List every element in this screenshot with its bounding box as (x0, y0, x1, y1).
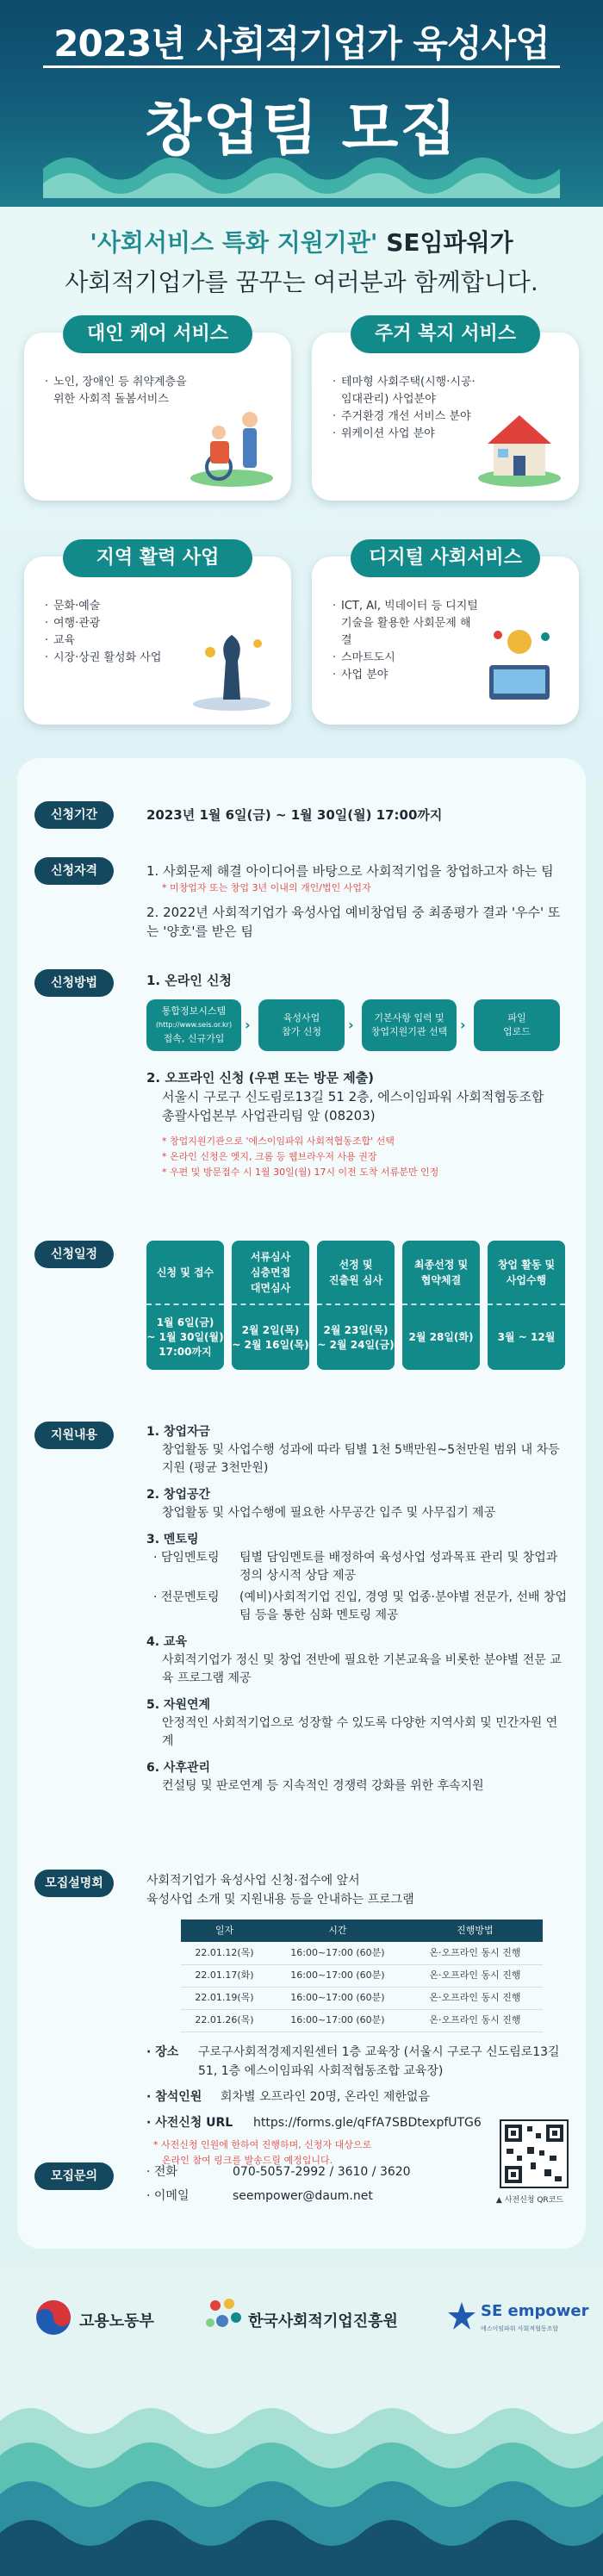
intro-line1-rest: SE임파워가 (377, 228, 513, 257)
briefing-url: · 사전신청 URL https://forms.gle/qFfA7SBDtexpfUTG6 (146, 2113, 569, 2132)
info-panel (17, 758, 586, 2249)
schedule-step: 서류심사 심층면접 대면심사 2월 2일(목) ~ 2월 16일(목) (232, 1241, 309, 1370)
table-header-row (181, 1920, 543, 1942)
table-header: 진행방법 (407, 1920, 543, 1942)
support-item-title: 6. 사후관리 (146, 1761, 211, 1775)
support-item-title: 4. 교육 (146, 1635, 187, 1649)
offline-address-line2: 총괄사업본부 사업관리팀 앞 (08203) (162, 1108, 376, 1123)
schedule-step: 창업 활동 및 사업수행 3월 ~ 12월 (488, 1241, 565, 1370)
service-item: · 위케이션 사업 분야 (333, 426, 479, 443)
mentoring-homeroom: · 담임멘토링 팀별 담임멘토를 배정하여 육성사업 성과목표 관리 및 창업과정의 상시적 상담 제공 (153, 1551, 558, 1583)
art-sculpture-icon (184, 618, 279, 712)
service-card-label: 주거 복지 서비스 (351, 315, 540, 353)
service-card-label: 디지털 사회서비스 (351, 539, 540, 577)
support-item-title: 5. 자원연계 (146, 1698, 211, 1712)
logo-kosea: 한국사회적기업진흥원 (248, 2312, 398, 2330)
eligibility-item2: 2. 2022년 사회적기업가 육성사업 예비창업팀 중 최종평가 결과 '우수' 또는 '양호'를 받은 팀 (146, 905, 561, 939)
briefing-intro1: 사회적기업가 육성사업 신청·접수에 앞서 (146, 1874, 360, 1888)
online-title: 1. 온라인 신청 (146, 973, 233, 988)
eligibility-note: * 미창업자 또는 창업 3년 이내의 개인/법인 사업자 (162, 882, 371, 893)
table-row: 22.01.17(화) 16:00~17:00 (60분) 온·오프라인 동시 진행 (181, 1964, 543, 1987)
service-card-digital (312, 547, 579, 725)
table-row: 22.01.19(목) 16:00~17:00 (60분) 온·오프라인 동시 진행 (181, 1987, 543, 2009)
period-text: 2023년 1월 6일(금) ~ 1월 30일(월) 17:00까지 (146, 807, 443, 823)
support-item-body: 안정적인 사회적기업으로 성장할 수 있도록 다양한 지역사회 및 민간자원 연계 (162, 1716, 558, 1748)
method-pill: 신청방법 (34, 969, 114, 997)
briefing-note2: 온라인 참여 링크를 발송드릴 예정입니다. (162, 2154, 333, 2166)
table-row: 22.01.26(목) 16:00~17:00 (60분) 온·오프라인 동시 진행 (181, 2009, 543, 2032)
registration-link[interactable]: https://forms.gle/qFfA7SBDtexpfUTG6 (253, 2115, 482, 2130)
service-item: · 노인, 장애인 등 취약계층을 위한 사회적 돌봄서비스 (45, 374, 191, 408)
online-flow (146, 999, 569, 1055)
contact-content (146, 2162, 474, 2206)
service-card-housing (312, 323, 579, 501)
service-item: · ICT, AI, 빅데이터 등 디지털 기술을 활용한 사회문제 해결 (333, 598, 479, 650)
eligibility-pill: 신청자격 (34, 857, 114, 885)
page-title-line1: 2023년 사회적기업가 육성사업 (53, 22, 550, 65)
service-item: · 주거환경 개선 서비스 분야 (333, 408, 479, 426)
flow-step: 기본사항 입력 및 창업지원기관 선택 (362, 999, 457, 1051)
service-item: · 문화·예술 (45, 598, 191, 615)
footer-wave-decoration (0, 2369, 603, 2576)
service-item: · 사업 분야 (333, 667, 479, 684)
logo-ministry: 고용노동부 (79, 2312, 154, 2330)
schedule-steps (146, 1241, 569, 1370)
service-item: · 스마트도시 (333, 650, 479, 667)
service-card-label: 대인 케어 서비스 (63, 315, 252, 353)
schedule-step: 신청 및 접수 1월 6일(금) ~ 1월 30일(월) 17:00까지 (146, 1241, 224, 1370)
flow-arrow: › (245, 1017, 251, 1033)
header-banner (0, 0, 603, 207)
wheelchair-care-icon (184, 394, 279, 488)
service-card-region (24, 547, 291, 725)
briefing-place: · 장소 구로구사회적경제지원센터 1층 교육장 (서울시 구로구 신도림로13길 51, 1층 에스이임파워 사회적협동조합 교육장) (146, 2044, 560, 2078)
flow-arrow: › (348, 1017, 354, 1033)
intro-highlight: '사회서비스 특화 지원기관' (90, 228, 378, 257)
logo-se-empower: SE empower (481, 2302, 589, 2320)
schedule-step: 선정 및 진출원 심사 2월 23일(목) ~ 2월 24일(금) (317, 1241, 395, 1370)
service-item: · 여행·관광 (45, 615, 191, 632)
ministry-emblem-icon (34, 2299, 72, 2336)
service-card-label: 지역 활력 사업 (63, 539, 252, 577)
qr-caption: ▲ 사전신청 QR코드 (495, 2196, 564, 2205)
service-cards (0, 307, 603, 781)
support-item-body: 창업활동 및 사업수행 성과에 따라 팀별 1천 5백만원~5천만원 범위 내 차등 지원 (평균 3천만원) (162, 1443, 560, 1475)
footer (0, 2266, 603, 2576)
table-row: 22.01.12(목) 16:00~17:00 (60분) 온·오프라인 동시 진행 (181, 1942, 543, 1964)
schedule-pill: 신청일정 (34, 1241, 114, 1268)
support-pill: 지원내용 (34, 1422, 114, 1449)
sponsor-logos (0, 2283, 603, 2361)
support-item-title: 1. 창업자금 (146, 1425, 211, 1439)
briefing-note1: * 사전신청 인원에 한하여 진행하며, 신청자 대상으로 (153, 2138, 372, 2150)
page-title-line2: 창업팀 모집 (144, 96, 459, 164)
support-content (146, 1423, 569, 1795)
eligibility-content (146, 862, 569, 941)
house-icon (472, 394, 567, 488)
title-divider (43, 65, 560, 68)
service-item: · 교육 (45, 632, 191, 650)
method-note: * 창업지원기관으로 '에스이임파워 사회적협동조합' 선택 (162, 1136, 395, 1147)
method-note: * 우편 및 방문접수 시 1월 30일(월) 17시 이전 도착 서류분만 인정 (162, 1167, 439, 1178)
offline-block (146, 1068, 569, 1180)
service-item: · 테마형 사회주택(시행·시공·임대관리) 사업분야 (333, 374, 479, 408)
qr-code-icon[interactable] (500, 2119, 569, 2188)
logo-se-empower-sub: 에스이임파워 사회적협동조합 (481, 2325, 559, 2332)
support-item-title: 2. 창업공간 (146, 1488, 211, 1502)
flow-step: 육성사업 참가 신청 (258, 999, 345, 1051)
eligibility-item1: 1. 사회문제 해결 아이디어를 바탕으로 사회적기업을 창업하고자 하는 팀 (146, 863, 554, 879)
schedule-step: 최종선정 및 협약체결 2월 28일(화) (402, 1241, 480, 1370)
contact-pill: 모집문의 (34, 2162, 114, 2190)
offline-address-line1: 서울시 구로구 신도림로13길 51 2층, 에스이임파워 사회적협동조합 (162, 1089, 544, 1104)
briefing-intro2: 육성사업 소개 및 지원내용 등을 안내하는 프로그램 (146, 1893, 414, 1907)
briefing-pill: 모집설명회 (34, 1870, 114, 1897)
table-header: 시간 (268, 1920, 407, 1942)
digital-network-icon (472, 618, 567, 712)
service-item: · 시장·상권 활성화 사업 (45, 650, 191, 667)
se-empower-logo-icon (446, 2300, 477, 2331)
contact-email: · 이메일 seempower@daum.net (146, 2187, 474, 2206)
table-header: 일자 (181, 1920, 268, 1942)
period-pill: 신청기간 (34, 801, 114, 829)
kosea-logo-icon (203, 2295, 243, 2338)
flow-step: 통합정보시스템 (http://www.seis.or.kr) 접속, 신규가입 (146, 999, 241, 1051)
support-item-title: 3. 멘토링 (146, 1533, 199, 1546)
service-card-care (24, 323, 291, 501)
mentoring-expert: · 전문멘토링 (예비)사회적기업 진입, 경영 및 업종·분야별 전문가, 선배 창업팀 등을 통한 심화 멘토링 제공 (153, 1590, 568, 1622)
support-item-body: 컨설팅 및 판로연계 등 지속적인 경쟁력 강화를 위한 후속지원 (162, 1779, 484, 1793)
intro-section (0, 207, 603, 307)
briefing-capacity: · 참석인원 회차별 오프라인 20명, 온라인 제한없음 (146, 2089, 430, 2104)
contact-phone: · 전화 070-5057-2992 / 3610 / 3620 (146, 2165, 411, 2179)
flow-step: 파일 업로드 (474, 999, 560, 1051)
briefing-table (181, 1920, 543, 2032)
flow-arrow: › (460, 1017, 466, 1033)
offline-title: 2. 오프라인 신청 (우편 또는 방문 제출) (146, 1070, 375, 1086)
method-note: * 온라인 신청은 엣지, 크롬 등 웹브라우저 사용 권장 (162, 1151, 377, 1162)
support-item-body: 창업활동 및 사업수행에 필요한 사무공간 입주 및 사무집기 제공 (162, 1506, 496, 1520)
support-item-body: 사회적기업가 정신 및 창업 전반에 필요한 기본교육을 비롯한 분야별 전문 교육 프로그램 제공 (162, 1653, 562, 1685)
intro-line1 (26, 224, 577, 258)
intro-line2: 사회적기업가를 꿈꾸는 여러분과 함께합니다. (65, 268, 538, 296)
email-link[interactable]: seempower@daum.net (233, 2189, 373, 2203)
